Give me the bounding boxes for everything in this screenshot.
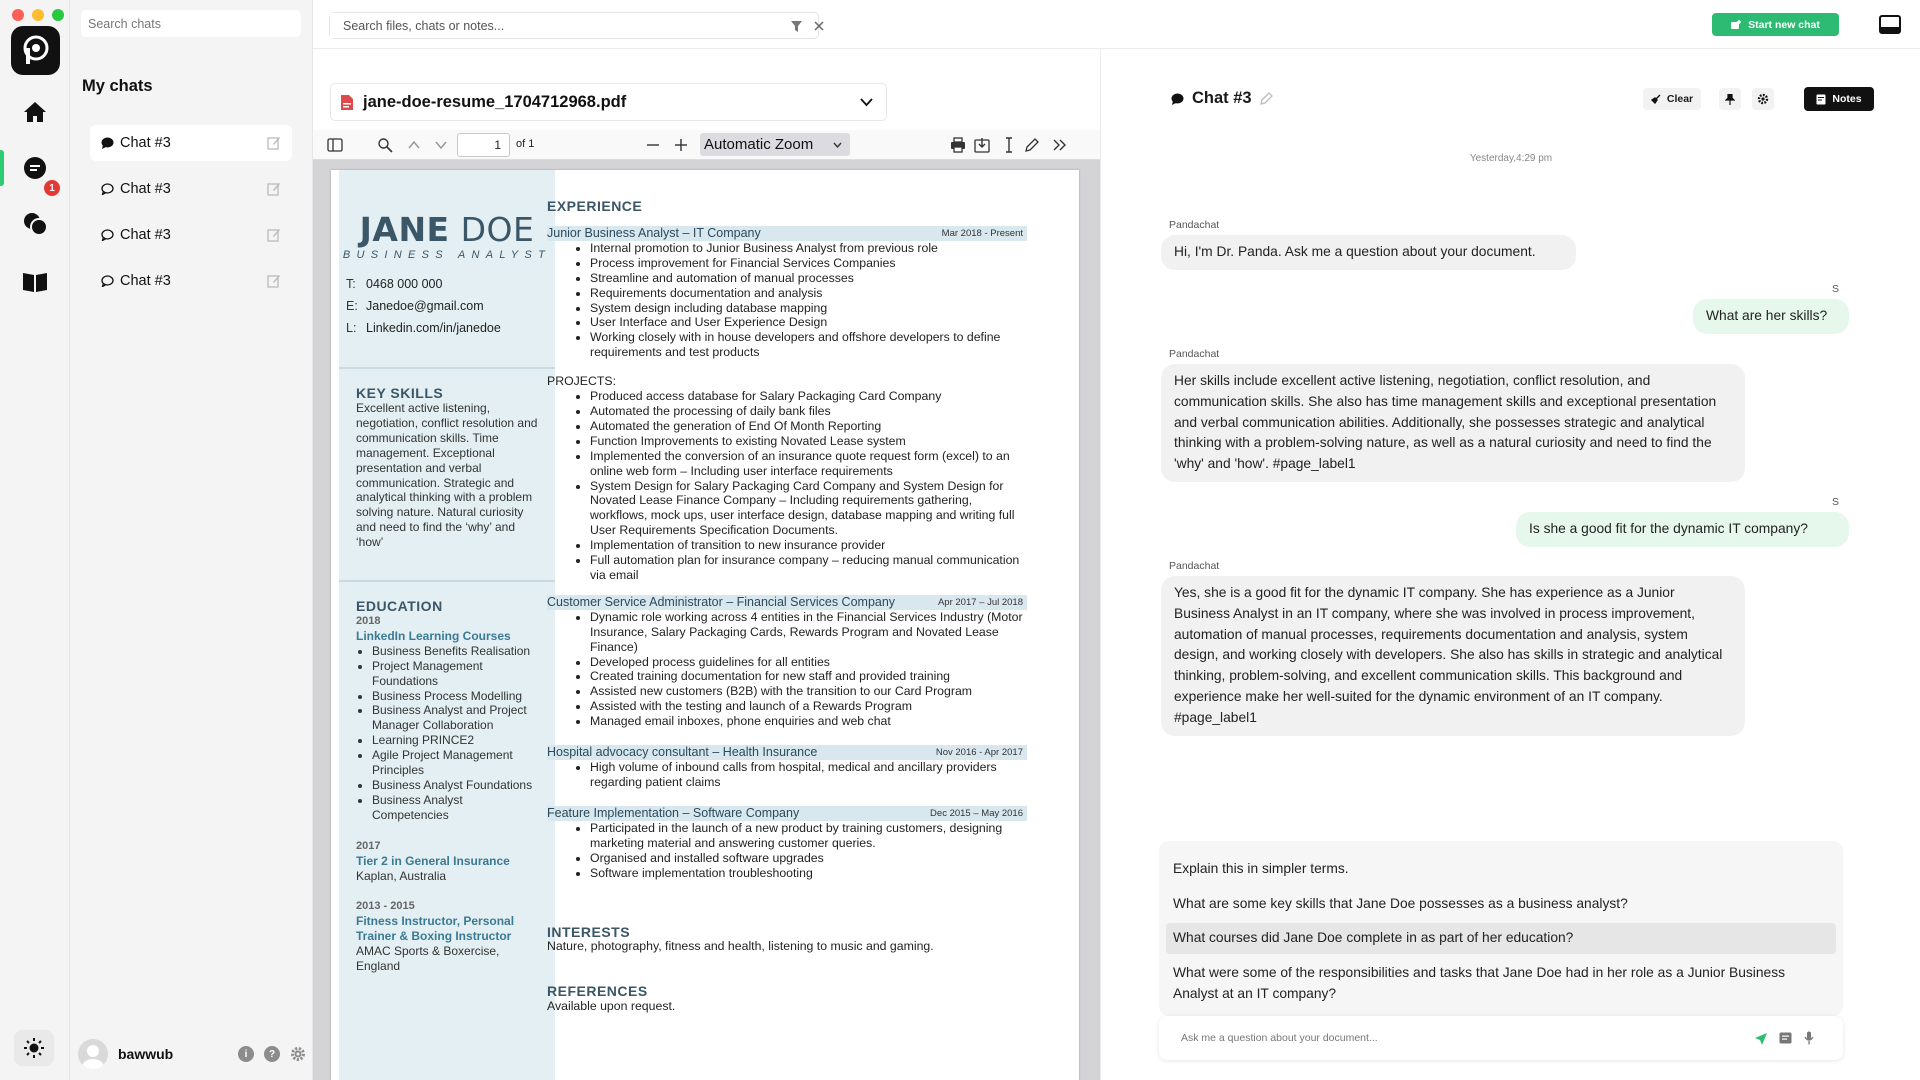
project-item: • Implementation of transition to new insurance provider — [590, 538, 1027, 553]
zoom-in-icon[interactable] — [673, 137, 689, 153]
avatar[interactable] — [78, 1039, 108, 1069]
minimize-window-button[interactable] — [32, 9, 44, 21]
user-name: bawwub — [118, 1046, 174, 1062]
info-icon[interactable]: i — [238, 1046, 254, 1062]
project-item: • Function Improvements to existing Novated Lease system — [590, 434, 1027, 449]
interests-heading: INTERESTS — [547, 923, 631, 940]
job-date: Nov 2016 - Apr 2017 — [935, 747, 1023, 759]
zoom-value: Automatic Zoom — [704, 136, 814, 153]
edu-year: 2018 — [356, 615, 381, 627]
more-tools-icon[interactable] — [1052, 137, 1068, 153]
microphone-icon[interactable] — [1804, 1031, 1814, 1045]
close-icon[interactable] — [814, 21, 824, 31]
bot-message: Hi, I'm Dr. Panda. Ask me a question about your document. — [1161, 235, 1576, 270]
resume-name — [339, 210, 555, 249]
search-icon[interactable] — [377, 137, 393, 153]
job-duty: • Assisted new customers (B2B) with the transition to our Card Program — [590, 684, 1027, 699]
bot-sender-label: Pandachat — [1169, 348, 1220, 360]
document-file-name: jane-doe-resume_1704712968.pdf — [363, 92, 627, 111]
settings-gear-icon[interactable] — [290, 1046, 306, 1062]
sidebar-toggle-icon[interactable] — [327, 137, 343, 153]
job-title: Hospital advocacy consultant – Health Insurance — [547, 745, 818, 760]
clear-label: Clear — [1666, 93, 1694, 105]
zoom-select[interactable] — [700, 133, 850, 156]
pin-icon — [1725, 94, 1735, 105]
chat-message-input[interactable] — [1159, 1016, 1729, 1060]
chat-title-row — [1171, 89, 1273, 108]
user-message: What are her skills? — [1693, 299, 1849, 334]
resume-last-name: DOE — [460, 210, 535, 249]
job-duty: • Requirements documentation and analysis — [590, 286, 1027, 301]
pdf-viewport[interactable] — [313, 160, 1100, 1080]
edu-year: 2017 — [356, 839, 381, 852]
bot-sender-label: Pandachat — [1169, 219, 1220, 231]
education-block — [356, 614, 541, 974]
pdf-file-icon — [341, 95, 353, 110]
filter-icon[interactable] — [791, 21, 802, 32]
page-number-input[interactable]: 1 — [457, 133, 510, 157]
chat-pane — [1100, 49, 1920, 1080]
job-duty: • Managed email inboxes, phone enquiries and web chat — [590, 714, 1027, 729]
edu-course: • Business Process Modelling — [372, 689, 541, 704]
resume-job-title: BUSINESS ANALYST — [342, 249, 552, 261]
zoom-out-icon[interactable] — [645, 137, 661, 153]
page-count: of 1 — [516, 138, 535, 150]
chat-bubble-icon — [22, 155, 48, 181]
note-icon[interactable] — [1779, 1032, 1792, 1044]
chat-list-item[interactable] — [90, 125, 292, 161]
panda-logo-icon — [21, 34, 51, 68]
references-text: Available upon request. — [547, 999, 676, 1014]
job-duty: • Software implementation troubleshooting — [590, 866, 1027, 881]
suggestion-item[interactable]: Explain this in simpler terms. — [1173, 861, 1349, 876]
edu-course: • Learning PRINCE2 — [372, 733, 541, 748]
suggested-questions — [1159, 841, 1843, 1016]
job-header — [547, 226, 1027, 241]
resume-left-column — [339, 170, 555, 1080]
job-duty: • Streamline and automation of manual processes — [590, 271, 1027, 286]
chat-bubble-icon — [1171, 93, 1184, 105]
interests-text: Nature, photography, fitness and health, listening to music and gaming. — [547, 939, 934, 954]
rename-pencil-icon[interactable] — [1260, 92, 1273, 105]
projects-label: PROJECTS: — [547, 374, 617, 389]
job-duty: • Process improvement for Financial Services Companies — [590, 256, 1027, 271]
section-divider — [339, 580, 555, 582]
chat-bubbles-icon — [22, 211, 48, 237]
edu-course: • Agile Project Management Principles — [372, 748, 541, 778]
job-date: Dec 2015 – May 2016 — [930, 807, 1023, 819]
chat-list-item[interactable] — [90, 263, 292, 299]
education-heading: EDUCATION — [356, 598, 443, 614]
contact-label: T: — [346, 277, 356, 291]
chevron-down-icon — [833, 142, 842, 148]
note-icon — [1816, 94, 1826, 105]
user-message: Is she a good fit for the dynamic IT company? — [1516, 512, 1849, 547]
home-icon — [23, 101, 47, 123]
contact-value: Janedoe@gmail.com — [366, 299, 484, 313]
contact-value: Linkedin.com/in/janedoe — [366, 321, 501, 335]
new-chat-icon — [1731, 20, 1742, 30]
chat-list-label: Chat #3 — [120, 227, 171, 243]
job-duties-list — [547, 821, 1027, 881]
toggle-panel-icon[interactable] — [1879, 15, 1901, 34]
maximize-window-button[interactable] — [52, 9, 64, 21]
bot-sender-label: Pandachat — [1169, 560, 1220, 572]
user-icon — [78, 1039, 108, 1069]
edu-course: • Business Analyst Competencies — [372, 793, 541, 823]
job-duty: • User Interface and User Experience Design — [590, 315, 1027, 330]
edu-school: Fitness Instructor, Personal Trainer & Boxing Instructor — [356, 914, 515, 944]
chat-list-item[interactable] — [90, 171, 292, 207]
resume-contact-phone — [346, 277, 442, 291]
job-duty: • High volume of inbound calls from hospital, medical and ancillary providers regarding patient claims — [590, 760, 1027, 790]
job-duty: • System design including database mapping — [590, 301, 1027, 316]
contact-value: 0468 000 000 — [366, 277, 443, 291]
chat-bubble-outline-icon — [101, 229, 114, 241]
notification-badge: 1 — [44, 180, 60, 196]
sun-icon — [24, 1038, 44, 1058]
suggestion-item[interactable]: What are some key skills that Jane Doe possesses as a business analyst? — [1173, 896, 1628, 911]
download-icon[interactable] — [974, 137, 990, 153]
project-item: • Full automation plan for insurance company – reducing manual communication via email — [590, 553, 1027, 583]
window-controls — [12, 9, 64, 21]
edit-icon[interactable] — [267, 136, 281, 150]
suggestion-item[interactable]: What courses did Jane Doe complete in as part of her education? — [1166, 923, 1836, 954]
edu-course-list — [356, 644, 541, 823]
job-header — [547, 806, 1027, 821]
chat-list-label: Chat #3 — [120, 135, 171, 151]
edit-icon[interactable] — [267, 182, 281, 196]
job-duty: • Assisted with the testing and launch of a Rewards Program — [590, 699, 1027, 714]
job-duties-list — [547, 241, 1027, 360]
chat-list-label: Chat #3 — [120, 181, 171, 197]
contact-label: E: — [346, 299, 358, 313]
job-header — [547, 745, 1027, 760]
chat-list-label: Chat #3 — [120, 273, 171, 289]
project-item: • Automated the processing of daily bank files — [590, 404, 1027, 419]
edu-school: LinkedIn Learning Courses — [356, 628, 511, 643]
user-profile-row — [78, 1036, 306, 1072]
search-chats-input[interactable] — [81, 10, 301, 37]
job-date: Apr 2017 – Jul 2018 — [937, 596, 1023, 608]
edu-course: • Business Analyst and Project Manager Collaboration — [372, 703, 541, 733]
icon-rail — [0, 0, 70, 1080]
home-nav-button[interactable] — [17, 94, 53, 130]
app-logo[interactable] — [11, 26, 60, 75]
chat-list-item[interactable] — [90, 217, 292, 253]
next-page-icon[interactable] — [433, 137, 449, 153]
project-item: • Automated the generation of End Of Month Reporting — [590, 419, 1027, 434]
job-duty: • Internal promotion to Junior Business Analyst from previous role — [590, 241, 1027, 256]
previous-page-icon[interactable] — [406, 137, 422, 153]
send-icon[interactable] — [1754, 1032, 1768, 1046]
chat-input-box — [1159, 1016, 1843, 1060]
experience-heading: EXPERIENCE — [547, 198, 643, 214]
job-duties-list — [547, 760, 1027, 790]
text-select-icon[interactable] — [1001, 137, 1017, 153]
draw-pencil-icon[interactable] — [1024, 137, 1040, 153]
edu-year: 2013 - 2015 — [356, 900, 415, 913]
suggestion-item[interactable]: What were some of the responsibilities and tasks that Jane Doe had in her role as a Junior Business Analyst at an IT company? — [1173, 965, 1785, 1001]
user-sender-label: S — [1832, 496, 1840, 508]
pin-button[interactable] — [1719, 88, 1741, 110]
skills-heading: KEY SKILLS — [356, 385, 444, 401]
start-new-chat-label: Start new chat — [1748, 18, 1820, 31]
notes-label: Notes — [1832, 93, 1862, 105]
job-duty: • Developed process guidelines for all entities — [590, 655, 1027, 670]
start-new-chat-button[interactable] — [1712, 13, 1839, 36]
job-duties-list — [547, 610, 1027, 729]
edu-course: • Business Benefits Realisation — [372, 644, 541, 659]
chat-bubble-icon — [101, 137, 114, 149]
job-date: Mar 2018 - Present — [941, 227, 1023, 239]
document-selector[interactable] — [330, 83, 887, 121]
job-title: Feature Implementation – Software Company — [547, 805, 800, 820]
pdf-page — [331, 170, 1079, 1080]
edu-place: AMAC Sports & Boxercise, England — [356, 944, 500, 974]
message-timestamp: Yesterday,4:29 pm — [1469, 153, 1553, 164]
help-icon[interactable]: ? — [264, 1046, 280, 1062]
global-search — [329, 12, 819, 39]
bot-message: Her skills include excellent active listening, negotiation, conflict resolution, and communication skills. She also has time management skills and exceptional presentation and verbal communication abilities. Additionally, she possesses strategic and analytical thinking with a problem-solving nature, as well as a natural curiosity and need to find the 'why' and 'how'. #page_label1 — [1161, 364, 1745, 482]
edu-school: Tier 2 in General Insurance — [356, 853, 510, 868]
resume-right-column — [547, 199, 1027, 1014]
pdf-toolbar — [313, 130, 1100, 160]
chevron-down-icon — [860, 98, 873, 107]
job-duty: • Dynamic role working across 4 entities in the Financial Services Industry (Motor Insurance, Salary Packaging Cards, Rewards Program and Novated Lease Finance) — [590, 610, 1027, 655]
library-nav-button[interactable] — [17, 264, 53, 300]
chat-bubble-outline-icon — [101, 183, 114, 195]
section-divider — [339, 367, 555, 369]
project-item: • Implemented the conversion of an insurance quote request form (excel) to an online web form – Including user interface requirements — [590, 449, 1027, 479]
gear-icon — [1757, 93, 1769, 105]
broom-icon — [1651, 94, 1661, 104]
chat-title: Chat #3 — [1192, 89, 1252, 107]
print-icon[interactable] — [950, 137, 966, 153]
skills-text: Excellent active listening, negotiation, conflict resolution and communication skills. Time management. Exceptional presentation and verbal communication. Strategic and analytical thinking with a problem solving nature. Natural curiosity and need to find the ‘why’ and ‘how’ — [356, 401, 538, 550]
edu-course: • Business Analyst Foundations — [372, 778, 541, 793]
chat-bubble-outline-icon — [101, 275, 114, 287]
resume-first-name: JANE — [359, 210, 450, 249]
my-chats-heading: My chats — [82, 77, 153, 95]
close-window-button[interactable] — [12, 9, 24, 21]
global-search-input[interactable] — [330, 13, 750, 38]
chat-settings-button[interactable] — [1752, 88, 1774, 110]
job-title: Junior Business Analyst – IT Company — [547, 225, 761, 240]
contact-label: L: — [346, 321, 357, 335]
edu-place: Kaplan, Australia — [356, 868, 447, 883]
book-icon — [22, 271, 48, 293]
edu-course: • Project Management Foundations — [372, 659, 541, 689]
user-sender-label: S — [1832, 283, 1840, 295]
job-header — [547, 595, 1027, 610]
clear-chat-button[interactable] — [1643, 88, 1701, 110]
edit-icon[interactable] — [267, 228, 281, 242]
projects-list — [547, 389, 1027, 583]
top-bar — [313, 0, 1920, 49]
chat-sidebar — [70, 0, 313, 1080]
resume-contact-email — [346, 299, 484, 313]
project-item: • Produced access database for Salary Packaging Card Company — [590, 389, 1027, 404]
bot-message: Yes, she is a good fit for the dynamic IT company. She has experience as a Junior Business Analyst in an IT company, where she was involved in process improvement, automation of manual processes, requirements documentation and analysis, system design, and working closely with developers. She also has skills in strategic and analytical thinking, problem-solving, and excellent communication skills. This background and experience make her well-suited for the dynamic environment of an IT company. #page_label1 — [1161, 576, 1745, 736]
user-actions — [238, 1046, 306, 1062]
active-indicator — [0, 150, 4, 186]
job-title: Customer Service Administrator – Financial Services Company — [547, 594, 896, 609]
resume-contact-linkedin — [346, 321, 501, 335]
edit-icon[interactable] — [267, 274, 281, 288]
job-duty: • Created training documentation for new staff and provided training — [590, 669, 1027, 684]
conversations-nav-button[interactable] — [17, 206, 53, 242]
theme-toggle-button[interactable] — [14, 1030, 54, 1066]
job-duty: • Organised and installed software upgrades — [590, 851, 1027, 866]
notes-button[interactable] — [1804, 87, 1874, 111]
job-duty: • Working closely with in house developers and offshore developers to define requirements and test products — [590, 330, 1027, 360]
job-duty: • Participated in the launch of a new product by training customers, designing marketing material and answering customer queries. — [590, 821, 1027, 851]
references-heading: REFERENCES — [547, 983, 648, 1000]
project-item: • System Design for Salary Packaging Card Company and System Design for Novated Lease Finance Company – Including requirements gathering, workflows, mock ups, user interface design, database mapping and writing full User Requirements Specification Documents. — [590, 479, 1027, 539]
